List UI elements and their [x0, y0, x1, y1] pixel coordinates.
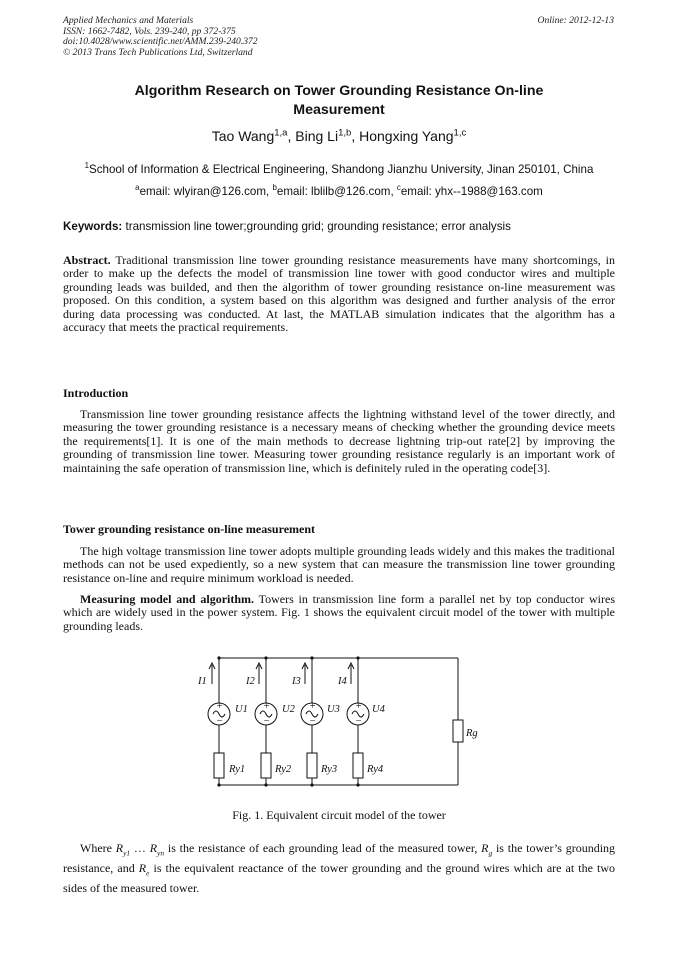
- where-text: is the equivalent reactance of the tower grounding and the ground wires which are at the two sides of the measured tower.: [63, 861, 615, 895]
- abstract-label: Abstract.: [63, 253, 111, 267]
- symbol-r: R: [481, 841, 489, 855]
- junction-dot: [264, 656, 267, 659]
- email-line: $^a$email: wlyiran@126.com, $^b$email: lblilb@126.com, $^c$email: yhx--1988@163.com: [135, 183, 543, 198]
- source-label: U2: [282, 704, 295, 715]
- journal-header: [63, 16, 258, 58]
- source-label: U1: [235, 704, 248, 715]
- junction-dot: [217, 656, 220, 659]
- author-sup: 1,a: [274, 127, 288, 139]
- email-sup: c: [396, 183, 401, 193]
- doi-line: doi:10.4028/www.scientific.net/AMM.239-240.372: [63, 36, 258, 48]
- current-label: I1: [198, 676, 207, 687]
- minus-sign: −: [216, 716, 224, 727]
- author-sup: 1,b: [338, 127, 352, 139]
- author-sup: 1,c: [453, 127, 467, 139]
- section-heading: Tower grounding resistance on-line measurement: [63, 522, 316, 536]
- copyright-line: © 2013 Trans Tech Publications Ltd, Switzerland: [63, 46, 253, 58]
- current-label: I3: [292, 676, 301, 687]
- affiliation-sup: 1: [84, 161, 89, 171]
- author-name: Tao Wang: [211, 128, 275, 144]
- abstract-text: Traditional transmission line tower grounding resistance measurements have many shortcomings, in order to make up the defects the model of transmission line tower with good conductor wires and multiple grounding leads was builded, and then the algorithm of tower grounding resistance on-line measurement was proposed. On this condition, a system based on this algorithm was designed and further analysis of the error during data processing was conducted. At last, the MATLAB simulation indicates that the algorithm has a accuracy that meets the practical requirements.: [63, 253, 615, 335]
- rg-label: Rg: [466, 728, 478, 739]
- symbol-sub: e: [146, 868, 150, 878]
- measuring-text: Towers in transmission line form a parallel net by top conductor wires which are widely used in the power system. Fig. 1 shows the equivalent circuit model of the tower with multiple grounding leads.: [63, 592, 615, 633]
- measuring-paragraph: [63, 593, 615, 633]
- symbol-r: R: [138, 861, 147, 875]
- where-text: is the resistance of each grounding lead of the measured tower,: [167, 841, 478, 855]
- grounding-resistor: [307, 753, 317, 778]
- author-name: Hongxing Yang: [359, 128, 454, 144]
- email-link[interactable]: email: wlyiran@126.com: [139, 185, 267, 198]
- plus-sign: +: [355, 701, 363, 712]
- keywords-label: Keywords:: [63, 220, 123, 233]
- intro-paragraph: Transmission line tower grounding resistance affects the lightning withstand level of the tower directly, and measuring the tower grounding resistance is a necessary means of checking whether the grounding device meets the requirements[1]. It is one of the main methods to decrease lightning trip-out rate[2] by improving the grounding of transmission line tower. Measuring tower grounding resistance regularly is an important work of maintaining the safe operation of transmission line, which is definitely ruled in the operating code[3].: [63, 407, 615, 475]
- minus-sign: −: [263, 716, 271, 727]
- symbol-sub: g: [488, 848, 493, 858]
- issn-line: ISSN: 1662-7482, Vols. 239-240, pp 372-375: [63, 25, 236, 37]
- where-word: Where: [80, 841, 112, 855]
- email-link[interactable]: email: lblilb@126.com: [276, 185, 391, 198]
- keywords: [63, 220, 615, 233]
- paper-title: [60, 82, 618, 120]
- symbol-r: R: [149, 841, 158, 855]
- grounding-resistor: [261, 753, 271, 778]
- minus-sign: −: [355, 716, 363, 727]
- symbol-sub: y1: [123, 848, 131, 858]
- plus-sign: +: [309, 701, 317, 712]
- junction-dot: [310, 656, 313, 659]
- resistor-label: Ry1: [229, 764, 246, 775]
- resistor-label: Ry3: [321, 764, 338, 775]
- email-sup: a: [135, 183, 140, 193]
- current-label: I4: [338, 676, 347, 687]
- circuit-diagram: [190, 648, 490, 798]
- plus-sign: +: [216, 701, 224, 712]
- junction-dot: [217, 783, 220, 786]
- journal-name: Applied Mechanics and Materials: [63, 15, 194, 26]
- affiliation: [60, 163, 618, 176]
- title-line-2: Measurement: [293, 102, 385, 118]
- abstract: [63, 254, 615, 334]
- where-text: is the tower’s grounding resistance, and: [63, 841, 616, 875]
- figure-caption: Fig. 1. Equivalent circuit model of the tower: [232, 808, 446, 822]
- resistor-label: Ry4: [367, 764, 384, 775]
- title-line-1: Algorithm Research on Tower Grounding Resistance On-line: [134, 83, 544, 99]
- junction-dot: [356, 656, 359, 659]
- author-name: Bing Li: [295, 128, 339, 144]
- current-label: I2: [246, 676, 255, 687]
- keywords-text: transmission line tower;grounding grid; grounding resistance; error analysis: [125, 220, 511, 233]
- source-label: U3: [327, 704, 340, 715]
- affiliation-text: School of Information & Electrical Engineering, Shandong Jianzhu University, Jinan 250101, China: [88, 163, 594, 176]
- source-label: U4: [372, 704, 385, 715]
- grounding-resistor: [353, 753, 363, 778]
- junction-dot: [310, 783, 313, 786]
- symbol-sub: yn: [157, 848, 165, 858]
- section-paragraph: The high voltage transmission line tower adopts multiple grounding leads widely and this makes the traditional methods can not be used expediently, so a new system that can measure the transmission line tower grounding resistance on-line and require minimum workload is needed.: [63, 544, 615, 585]
- measuring-label: Measuring model and algorithm.: [80, 592, 255, 606]
- minus-sign: −: [309, 716, 317, 727]
- online-date: Online: 2012-12-13: [537, 15, 614, 26]
- email-link[interactable]: email: yhx--1988@163.com: [400, 185, 543, 198]
- ellipsis: …: [133, 841, 146, 855]
- intro-heading: Introduction: [63, 386, 129, 400]
- resistor-label: Ry2: [275, 764, 292, 775]
- plus-sign: +: [263, 701, 271, 712]
- rg-resistor: [453, 720, 463, 742]
- junction-dot: [356, 783, 359, 786]
- email-sup: b: [272, 183, 277, 193]
- author-list: Tao Wang$^{1,a}$, Bing Li$^{1,b}$, Hongxing Yang$^{1,c}$: [211, 127, 467, 144]
- junction-dot: [264, 783, 267, 786]
- symbol-r: R: [115, 841, 124, 855]
- grounding-resistor: [214, 753, 224, 778]
- where-paragraph: [63, 838, 615, 898]
